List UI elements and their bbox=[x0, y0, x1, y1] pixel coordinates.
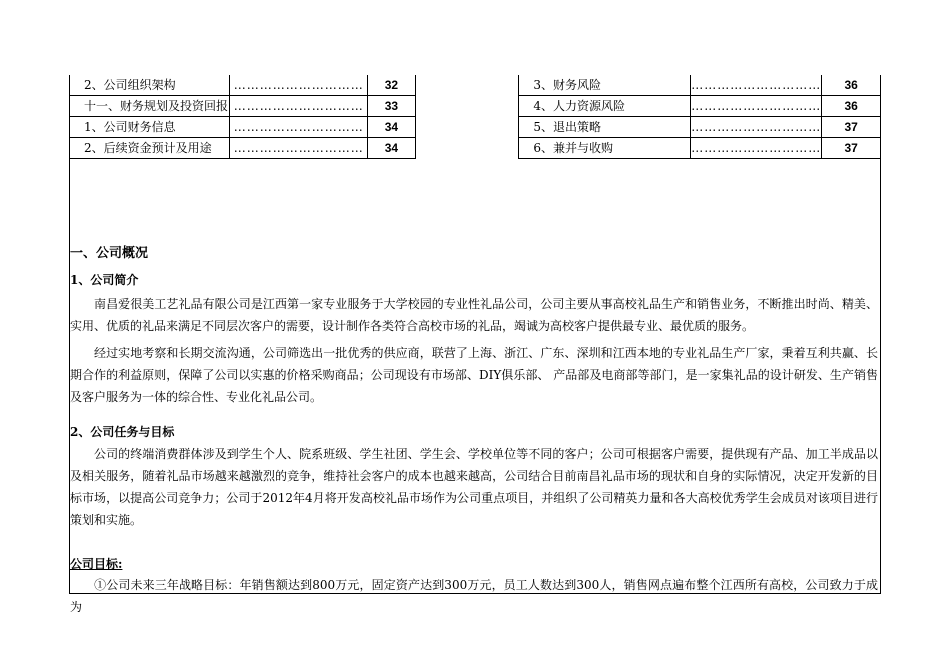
document-frame bbox=[69, 75, 881, 614]
toc-gap bbox=[415, 96, 519, 117]
paragraph-intro-text: 南昌爱很美工艺礼品有限公司是江西第一家专业服务于大学校园的专业性礼品公司，公司主要从事高校礼品生产和销售业务，不断推出时尚、精美、实用、优质的礼品来满足不同层次客户的需要，设计制作各类符合高校市场的礼品，竭诚为高校客户提供最专业、最优质的服务。 bbox=[70, 297, 878, 333]
paragraph-goal-text: ①公司未来三年战略目标：年销售额达到800万元，固定资产达到300万元，员工人数达到300人，销售网点遍布整个江西所有高校，公司致力于成为 bbox=[70, 578, 878, 614]
toc-table bbox=[70, 75, 880, 159]
toc-right-dots: ………………………… bbox=[691, 138, 822, 159]
toc-right-page: 36 bbox=[822, 96, 880, 117]
paragraph-suppliers bbox=[70, 342, 878, 408]
toc-gap bbox=[415, 138, 519, 159]
toc-left-label: 2、公司组织架构 bbox=[70, 75, 230, 96]
toc-row bbox=[70, 96, 880, 117]
toc-left-page: 34 bbox=[367, 138, 415, 159]
goal-title: 公司目标: bbox=[70, 557, 123, 571]
toc-left-dots: ………………………… bbox=[230, 75, 368, 96]
toc-left-dots: ………………………… bbox=[230, 96, 368, 117]
toc-right-label: 4、人力资源风险 bbox=[519, 96, 691, 117]
toc-right-dots: ………………………… bbox=[691, 96, 822, 117]
paragraph-mission-text: 公司的终端消费群体涉及到学生个人、院系班级、学生社团、学生会、学校单位等不同的客户；公司可根据客户需要，提供现有产品、加工半成品以及相关服务，随着礼品市场越来越激烈的竞争，维持社会客户的成本也越来越高，公司结合目前南昌礼品市场的现状和自身的实际情况，决定开发新的目标市场，以提高公司竞争力；公司于2012年4月将开发高校礼品市场作为公司重点项目，并组织了公司精英力量和各大高校优秀学生会成员对该项目进行策划和实施。 bbox=[70, 447, 878, 527]
toc-right-label: 6、兼并与收购 bbox=[519, 138, 691, 159]
toc-gap bbox=[415, 117, 519, 138]
toc-row bbox=[70, 117, 880, 138]
toc-right-label: 3、财务风险 bbox=[519, 75, 691, 96]
toc-left-label: 2、后续资金预计及用途 bbox=[70, 138, 230, 159]
toc-left-dots: ………………………… bbox=[230, 117, 368, 138]
toc-left-page: 32 bbox=[367, 75, 415, 96]
paragraph-mission bbox=[70, 443, 878, 531]
paragraph-goal bbox=[70, 574, 878, 614]
subsection-title-mission: 2、公司任务与目标 bbox=[70, 425, 175, 439]
toc-left-page: 34 bbox=[367, 117, 415, 138]
toc-right-dots: ………………………… bbox=[691, 75, 822, 96]
toc-left-page: 33 bbox=[367, 96, 415, 117]
toc-gap bbox=[415, 75, 519, 96]
paragraph-intro bbox=[70, 293, 878, 337]
toc-left-dots: ………………………… bbox=[230, 138, 368, 159]
toc-left-label: 十一、财务规划及投资回报 bbox=[70, 96, 230, 117]
toc-right-page: 36 bbox=[822, 75, 880, 96]
paragraph-suppliers-text: 经过实地考察和长期交流沟通，公司筛选出一批优秀的供应商，联营了上海、浙江、广东、深圳和江西本地的专业礼品生产厂家，秉着互利共赢、长期合作的利益原则，保障了公司以实惠的价格采购商品；公司现设有市场部、DIY俱乐部、 产品部及电商部等部门，是一家集礼品的设计研发、生产销售及客户服务为一体的综合性、专业化礼品公司。 bbox=[70, 346, 878, 404]
toc-right-page: 37 bbox=[822, 138, 880, 159]
subsection-title-intro: 1、公司简介 bbox=[70, 273, 139, 287]
toc-row bbox=[70, 138, 880, 159]
toc-right-dots: ………………………… bbox=[691, 117, 822, 138]
toc-right-label: 5、退出策略 bbox=[519, 117, 691, 138]
toc-right-page: 37 bbox=[822, 117, 880, 138]
toc-left-label: 1、公司财务信息 bbox=[70, 117, 230, 138]
section-title: 一、公司概况 bbox=[70, 246, 149, 261]
toc-row bbox=[70, 75, 880, 96]
